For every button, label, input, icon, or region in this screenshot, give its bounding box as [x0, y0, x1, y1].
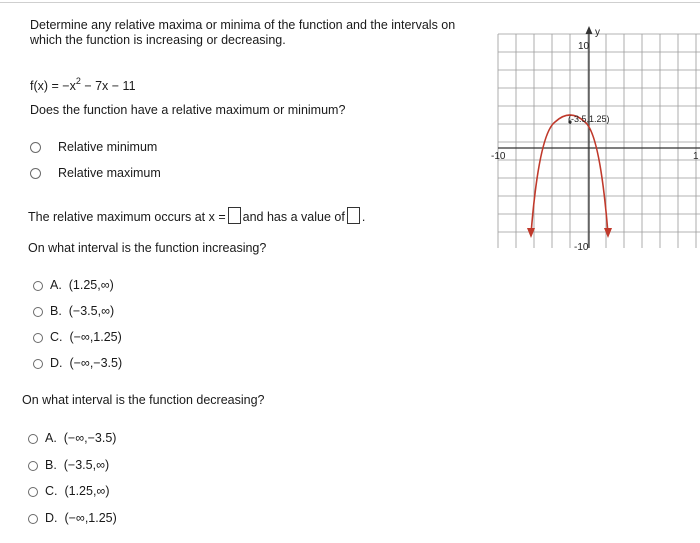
- option-letter: D.: [45, 511, 58, 525]
- y-top-tick: 10: [578, 41, 590, 52]
- x-right-tick: 1: [693, 151, 699, 162]
- option-letter: A.: [45, 431, 57, 445]
- part1-question: Does the function have a relative maximum or minimum?: [30, 103, 346, 117]
- option-letter: A.: [50, 278, 62, 292]
- option-letter: C.: [50, 330, 63, 344]
- function-expression: [30, 74, 136, 94]
- option-letter: C.: [45, 484, 58, 498]
- decreasing-option-a: [45, 431, 116, 446]
- parabola-curve: [531, 115, 608, 234]
- option-text: (−∞,1.25): [64, 511, 117, 525]
- question-prompt: Determine any relative maxima or minima of the function and the intervals on which the function is increasing or decreasing.: [30, 18, 456, 47]
- radio-relative-minimum[interactable]: [30, 142, 41, 153]
- y-axis-label: y: [595, 27, 600, 38]
- function-exponent: 2: [75, 76, 81, 86]
- graph-svg: [488, 22, 700, 262]
- curve-right-arrow-icon: [604, 228, 612, 238]
- function-graph: [488, 22, 700, 262]
- top-divider: [0, 2, 700, 3]
- increasing-option-b: [50, 304, 114, 319]
- option-letter: B.: [50, 304, 62, 318]
- part2-statement: [28, 207, 365, 225]
- radio-decreasing-a[interactable]: [28, 434, 38, 444]
- y-bottom-tick: -10: [574, 242, 589, 253]
- increasing-option-a: [50, 278, 114, 293]
- max-x-input[interactable]: [228, 207, 241, 224]
- decreasing-option-d: [45, 511, 117, 526]
- option-text: (1.25,∞): [64, 484, 110, 498]
- radio-increasing-d[interactable]: [33, 359, 43, 369]
- radio-decreasing-c[interactable]: [28, 487, 38, 497]
- decreasing-option-b: [45, 458, 109, 473]
- option-text: (1.25,∞): [68, 278, 114, 292]
- radio-relative-maximum[interactable]: [30, 168, 41, 179]
- function-suffix: − 7x − 11: [80, 79, 136, 93]
- radio-decreasing-d[interactable]: [28, 514, 38, 524]
- option-relative-maximum-label: Relative maximum: [58, 166, 161, 180]
- radio-increasing-b[interactable]: [33, 307, 43, 317]
- part2-prefix: The relative maximum occurs at x =: [28, 210, 226, 224]
- decreasing-option-c: [45, 484, 110, 499]
- increasing-option-d: [50, 356, 122, 371]
- option-text: (−∞,−3.5): [63, 431, 117, 445]
- radio-decreasing-b[interactable]: [28, 461, 38, 471]
- option-text: (−∞,1.25): [69, 330, 122, 344]
- option-relative-minimum-label: Relative minimum: [58, 140, 158, 154]
- radio-increasing-c[interactable]: [33, 333, 43, 343]
- graph-grid: [498, 34, 700, 248]
- radio-increasing-a[interactable]: [33, 281, 43, 291]
- option-text: (−3.5,∞): [68, 304, 115, 318]
- increasing-option-c: [50, 330, 122, 345]
- y-axis-arrow-icon: [586, 26, 593, 34]
- x-left-tick: -10: [491, 151, 506, 162]
- option-letter: B.: [45, 458, 57, 472]
- option-letter: D.: [50, 356, 63, 370]
- option-text: (−∞,−3.5): [69, 356, 123, 370]
- vertex-label: (-3.5,1.25): [568, 114, 610, 124]
- part2-suffix: .: [361, 210, 366, 224]
- option-text: (−3.5,∞): [63, 458, 110, 472]
- function-prefix: f(x) = −x: [30, 79, 76, 93]
- part2-middle: and has a value of: [242, 210, 345, 224]
- part4-question: On what interval is the function decreasing?: [22, 393, 265, 407]
- max-value-input[interactable]: [347, 207, 360, 224]
- part3-question: On what interval is the function increasing?: [28, 241, 267, 255]
